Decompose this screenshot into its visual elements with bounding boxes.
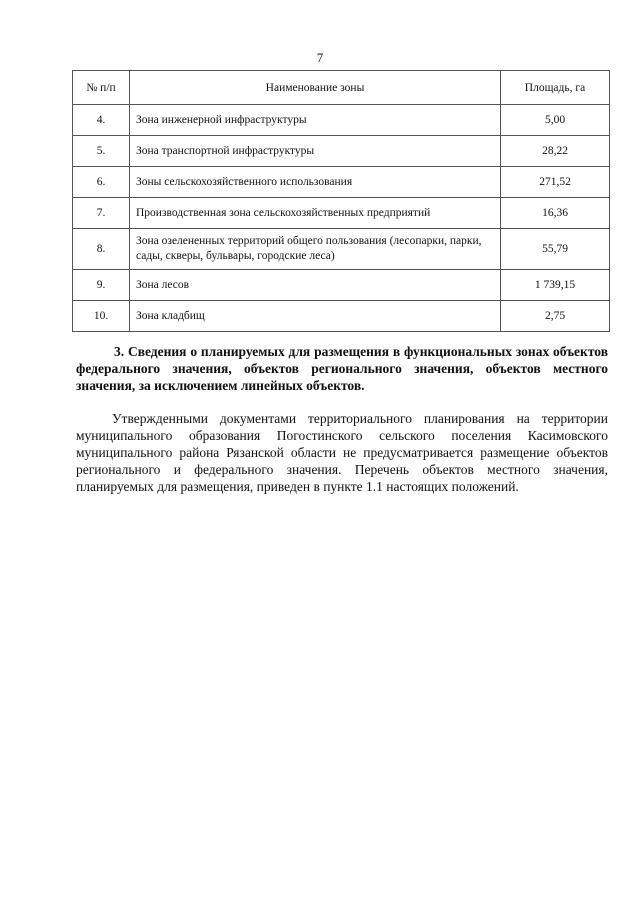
row-area: 55,79 bbox=[501, 229, 610, 270]
row-zone-name: Зона озелененных территорий общего пользования (лесопарки, парки, сады, скверы, бульвары, городские леса) bbox=[130, 229, 501, 270]
row-area: 1 739,15 bbox=[501, 270, 610, 301]
table-header-row bbox=[73, 71, 610, 105]
table-row bbox=[73, 167, 610, 198]
header-zone-name: Наименование зоны bbox=[130, 71, 501, 105]
header-number: № п/п bbox=[73, 71, 130, 105]
row-number: 4. bbox=[73, 105, 130, 136]
row-zone-name: Зона транспортной инфраструктуры bbox=[130, 136, 501, 167]
row-zone-name: Зона инженерной инфраструктуры bbox=[130, 105, 501, 136]
row-zone-name: Зоны сельскохозяйственного использования bbox=[130, 167, 501, 198]
page-number: 7 bbox=[316, 50, 324, 65]
table-row bbox=[73, 301, 610, 332]
zones-table bbox=[72, 70, 610, 332]
section-paragraph: Утвержденными документами территориального планирования на территории муниципального образования Погостинского сельского поселения Касимовского муниципального района Рязанской области не предусматривается размещение объектов регионального и федерального значения. Перечень объектов местного значения, планируемых для размещения, приведен в пункте 1.1 настоящих положений. bbox=[76, 411, 608, 494]
row-area: 28,22 bbox=[501, 136, 610, 167]
row-area: 271,52 bbox=[501, 167, 610, 198]
row-zone-name: Зона кладбищ bbox=[130, 301, 501, 332]
row-zone-name: Зона лесов bbox=[130, 270, 501, 301]
row-area: 16,36 bbox=[501, 198, 610, 229]
row-number: 7. bbox=[73, 198, 130, 229]
section-heading: 3. Сведения о планируемых для размещения в функциональных зонах объектов федерального значения, объектов регионального значения, объектов местного значения, за исключением линейных объектов. bbox=[76, 344, 608, 393]
row-number: 9. bbox=[73, 270, 130, 301]
row-area: 5,00 bbox=[501, 105, 610, 136]
table-row bbox=[73, 229, 610, 270]
table-row bbox=[73, 198, 610, 229]
row-number: 6. bbox=[73, 167, 130, 198]
row-number: 5. bbox=[73, 136, 130, 167]
table-row bbox=[73, 105, 610, 136]
row-zone-name: Производственная зона сельскохозяйственных предприятий bbox=[130, 198, 501, 229]
row-area: 2,75 bbox=[501, 301, 610, 332]
header-area: Площадь, га bbox=[501, 71, 610, 105]
row-number: 10. bbox=[73, 301, 130, 332]
table-row bbox=[73, 270, 610, 301]
row-number: 8. bbox=[73, 229, 130, 270]
table-row bbox=[73, 136, 610, 167]
